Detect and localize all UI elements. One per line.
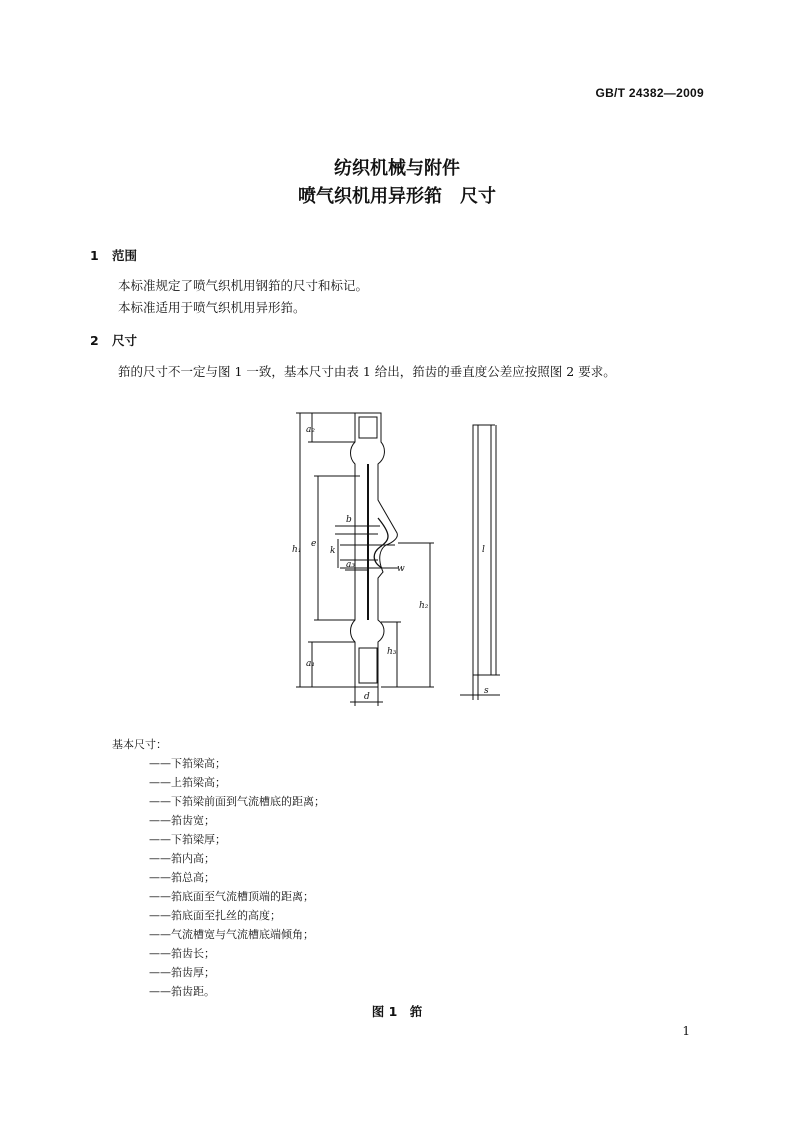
legend-description: ——筘底面至气流槽顶端的距离； — [149, 890, 314, 903]
legend-description: ——下筘梁高； — [149, 757, 226, 770]
legend-description: ——下筘梁厚； — [149, 833, 226, 846]
section-title: 范围 — [112, 248, 138, 263]
scope-paragraph-2: 本标准适用于喷气织机用异形筘。 — [118, 300, 306, 315]
label-b: b — [346, 515, 352, 525]
standard-code: GB/T 24382—2009 — [595, 86, 704, 100]
legend-description: ——下筘梁前面到气流槽底的距离； — [149, 795, 325, 808]
legend-description: ——筘齿厚； — [149, 966, 215, 979]
figure-caption: 图 1 筘 — [371, 1004, 423, 1019]
reed-profile-outline — [351, 413, 398, 687]
label-h1: h₁ — [292, 545, 302, 555]
label-h3: h₃ — [387, 647, 397, 657]
label-a1: a₁ — [306, 659, 315, 669]
legend-description: ——筘齿宽； — [149, 814, 215, 827]
label-a3: a₃ — [346, 560, 355, 570]
document-title-line2: 喷气织机用异形筘 尺寸 — [298, 186, 496, 207]
section-heading-dimensions — [90, 331, 137, 349]
label-e: e — [311, 539, 317, 549]
section-title: 尺寸 — [112, 333, 138, 348]
document-title-line1: 纺织机械与附件 — [334, 158, 460, 179]
section-number: 2 — [90, 333, 99, 348]
dimensions-paragraph: 筘的尺寸不一定与图 1 一致，基本尺寸由表 1 给出，筘齿的垂直度公差应按照图 2 要求。 — [118, 364, 616, 379]
label-d: d — [364, 692, 370, 702]
legend-description: ——筘底面至扎丝的高度； — [149, 909, 281, 922]
legend-description: ——筘总高； — [149, 871, 215, 884]
legend-title: 基本尺寸： — [112, 738, 167, 751]
page-number: 1 — [682, 1024, 690, 1038]
section-heading-scope — [90, 246, 137, 264]
label-l: l — [482, 545, 485, 555]
label-w: w — [397, 564, 405, 574]
legend-description: ——筘齿距。 — [149, 985, 215, 998]
label-h2: h₂ — [419, 601, 429, 611]
reed-drawing — [0, 400, 794, 720]
legend-description: ——筘齿长； — [149, 947, 215, 960]
scope-paragraph-1: 本标准规定了喷气织机用钢筘的尺寸和标记。 — [118, 278, 369, 293]
label-s: s — [484, 686, 489, 696]
legend-description: ——筘内高； — [149, 852, 215, 865]
legend-description: ——上筘梁高； — [149, 776, 226, 789]
legend-description: ——气流槽宽与气流槽底端倾角； — [149, 928, 314, 941]
label-a2: a₂ — [306, 425, 315, 435]
label-k: k — [330, 546, 336, 556]
section-number: 1 — [90, 248, 99, 263]
